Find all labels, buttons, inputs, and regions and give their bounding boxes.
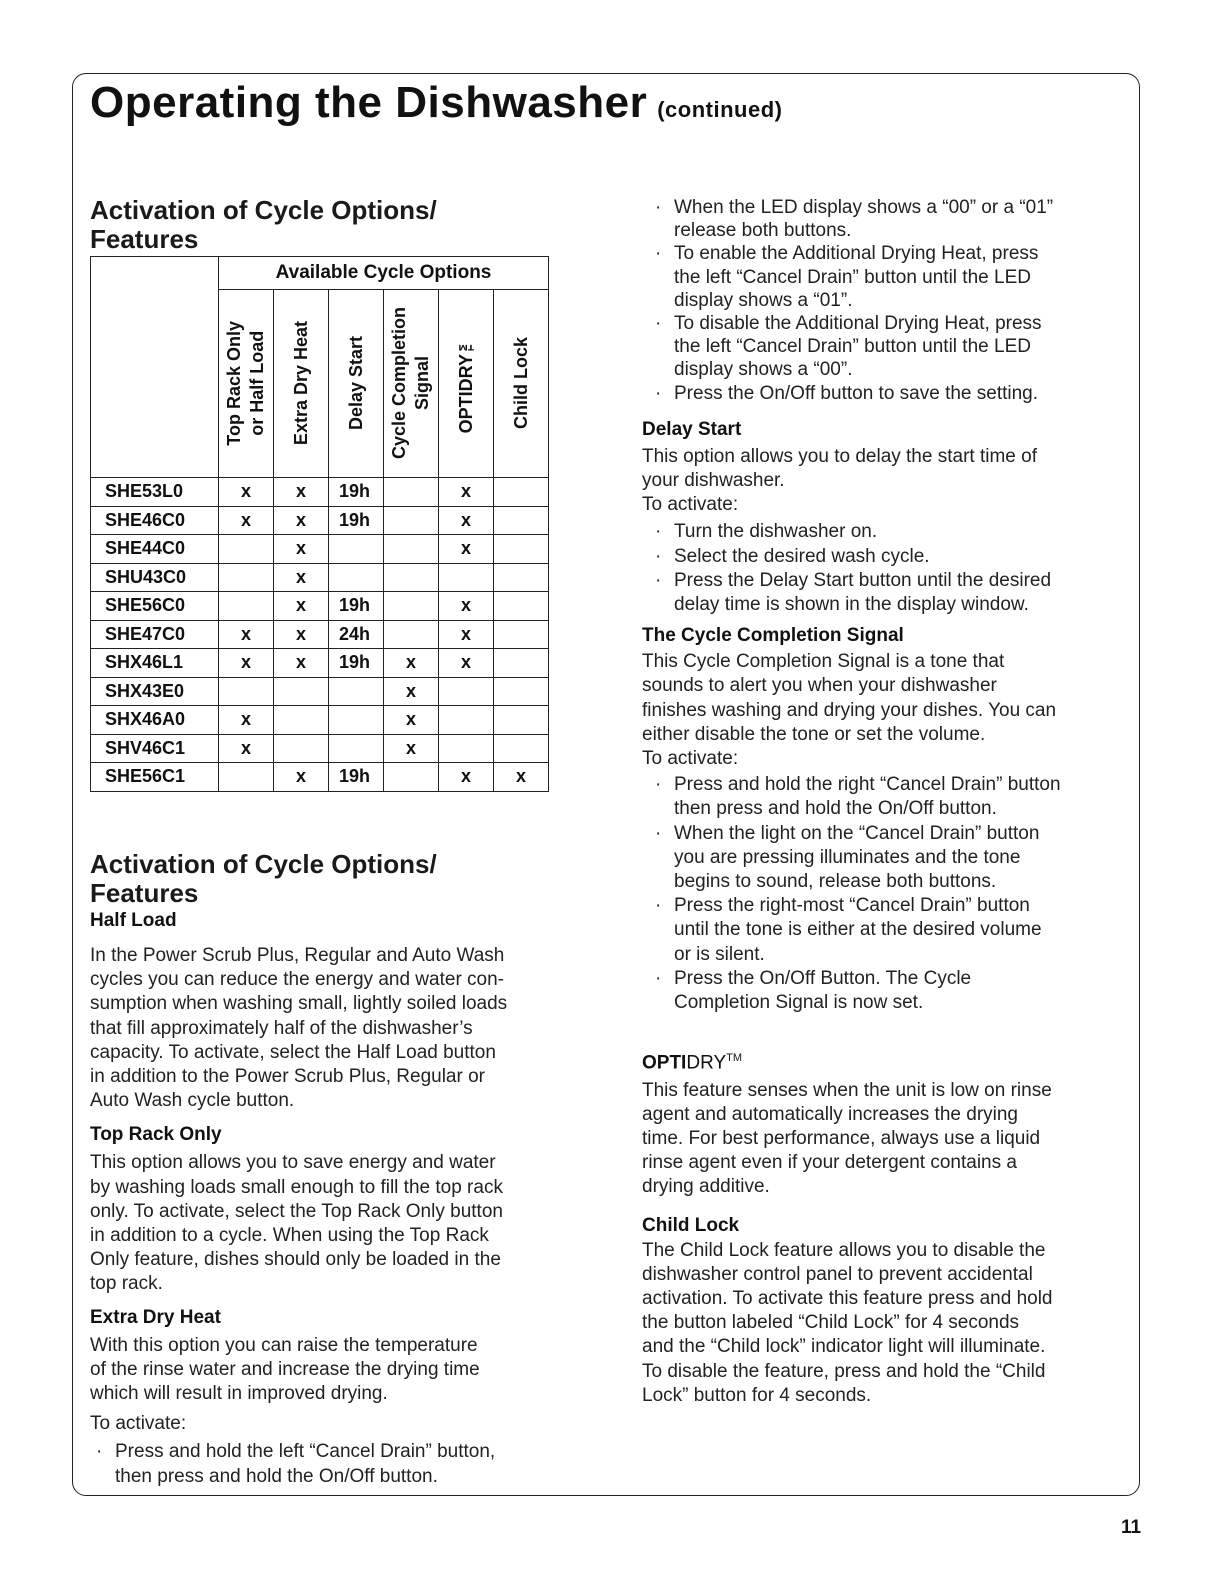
option-cell [384, 592, 439, 621]
option-cell: x [384, 734, 439, 763]
option-cell [494, 563, 549, 592]
option-cell: x [274, 592, 329, 621]
option-cell [329, 734, 384, 763]
option-cell [329, 706, 384, 735]
text-line: With this option you can raise the temperature [90, 1334, 478, 1356]
bullet-item: · Press and hold the left “Cancel Drain” button, then press and hold the On/Off button. [78, 1440, 590, 1488]
option-cell: x [274, 649, 329, 678]
text-line: that fill approximately half of the dishwasher’s [90, 1017, 473, 1039]
top-rack-title: Top Rack Only [90, 1124, 222, 1146]
bullet-item: · Press the right-most “Cancel Drain” button until the tone is either at the desired volume or is silent. [637, 894, 1132, 967]
optidry-title [642, 1046, 1132, 1075]
text-line: sumption when washing small, lightly soiled loads [90, 993, 508, 1015]
column-header-label: Extra Dry Heat [290, 321, 311, 446]
option-cell: x [274, 620, 329, 649]
text-line: which will result in improved drying. [90, 1383, 388, 1405]
option-cell: x [439, 478, 494, 507]
optidry-tm: TM [726, 1052, 743, 1065]
bullet-item: · Press and hold the right “Cancel Drain” button then press and hold the On/Off button. [637, 773, 1132, 821]
text-line: Lock” button for 4 seconds. [642, 1384, 872, 1406]
optidry-title-rest: DRY [686, 1052, 727, 1074]
group-header: Available Cycle Options [219, 257, 549, 290]
option-cell: x [219, 734, 274, 763]
text-line: the button labeled “Child Lock” for 4 seconds [642, 1312, 1020, 1334]
bullet-item: · Select the desired wash cycle. [637, 545, 1132, 569]
text-line: activation. To activate this feature press and hold [642, 1288, 1053, 1310]
text-line: of the rinse water and increase the drying time [90, 1358, 480, 1380]
text-line: in addition to a cycle. When using the Top Rack [90, 1225, 489, 1247]
model-cell: SHE46C0 [91, 506, 219, 535]
option-cell [219, 592, 274, 621]
option-cell: x [274, 563, 329, 592]
table-row [91, 763, 549, 792]
option-cell: x [439, 535, 494, 564]
option-cell [494, 478, 549, 507]
page-number: 11 [1121, 1517, 1142, 1538]
option-cell [384, 478, 439, 507]
option-cell: 19h [329, 649, 384, 678]
text-line: drying additive. [642, 1176, 770, 1198]
option-cell: x [439, 620, 494, 649]
text-line: This option allows you to save energy and water [90, 1152, 496, 1174]
option-cell: x [219, 649, 274, 678]
drying-heat-bullets [637, 196, 1132, 405]
column-header [329, 290, 384, 478]
column-header [494, 290, 549, 478]
option-cell: x [439, 649, 494, 678]
text-line: This Cycle Completion Signal is a tone that [642, 651, 1005, 673]
option-cell: x [384, 677, 439, 706]
option-cell [219, 563, 274, 592]
model-cell: SHE53L0 [91, 478, 219, 507]
extra-dry-bullets [78, 1440, 590, 1488]
column-header [384, 290, 439, 478]
option-cell [329, 677, 384, 706]
cycle-signal-bullets [637, 773, 1132, 1015]
table-row [91, 535, 549, 564]
column-header-label: Delay Start [345, 336, 366, 431]
option-cell: x [439, 592, 494, 621]
page-title [90, 78, 783, 128]
text-line: and the “Child lock” indicator light will illuminate. [642, 1336, 1046, 1358]
bullet-item: · Press the On/Off Button. The Cycle Completion Signal is now set. [637, 967, 1132, 1015]
option-cell [439, 706, 494, 735]
option-cell [384, 620, 439, 649]
right-column [642, 196, 1132, 1408]
child-lock-text [642, 1239, 1132, 1408]
option-cell: x [439, 506, 494, 535]
option-cell [329, 535, 384, 564]
option-cell [494, 706, 549, 735]
option-cell: 24h [329, 620, 384, 649]
model-cell: SHX46A0 [91, 706, 219, 735]
option-cell [274, 677, 329, 706]
model-cell: SHE44C0 [91, 535, 219, 564]
option-cell [494, 734, 549, 763]
text-line: In the Power Scrub Plus, Regular and Auto Wash [90, 945, 505, 966]
left-column [90, 850, 590, 1489]
bullet-item: · When the light on the “Cancel Drain” button you are pressing illuminates and the tone begins to sound, release both buttons. [637, 822, 1132, 895]
model-cell: SHV46C1 [91, 734, 219, 763]
column-header-label: Cycle Completion Signal [389, 307, 432, 460]
table-row [91, 563, 549, 592]
text-line: agent and automatically increases the drying [642, 1103, 1019, 1125]
option-cell: 19h [329, 592, 384, 621]
bullet-item: · Press the Delay Start button until the desired delay time is shown in the display window. [637, 569, 1132, 617]
column-header [274, 290, 329, 478]
text-line: either disable the tone or set the volume. [642, 723, 986, 745]
text-line: To activate: [642, 748, 739, 770]
model-cell: SHX43E0 [91, 677, 219, 706]
text-line: by washing loads small enough to fill the top rack [90, 1176, 503, 1198]
left-heading-line2: Features [90, 878, 199, 908]
table-row [91, 506, 549, 535]
text-line: Only feature, dishes should only be loaded in the [90, 1249, 501, 1271]
option-cell: x [384, 706, 439, 735]
text-line: cycles you can reduce the energy and water con- [90, 969, 505, 991]
text-line: capacity. To activate, select the Half Load button [90, 1041, 496, 1063]
model-cell: SHU43C0 [91, 563, 219, 592]
option-cell: 19h [329, 763, 384, 792]
option-cell [219, 763, 274, 792]
column-header [439, 290, 494, 478]
option-cell [439, 734, 494, 763]
option-cell: x [219, 506, 274, 535]
option-cell [439, 677, 494, 706]
option-cell: x [274, 535, 329, 564]
option-cell: x [219, 706, 274, 735]
bullet-item: · Turn the dishwasher on. [637, 520, 1132, 544]
text-line: To activate: [642, 494, 739, 516]
option-cell: 19h [329, 478, 384, 507]
option-cell: 19h [329, 506, 384, 535]
extra-dry-to-activate: To activate: [90, 1413, 187, 1435]
table-section-heading [90, 196, 437, 254]
table-row [91, 706, 549, 735]
extra-dry-text [90, 1334, 590, 1407]
extra-dry-title: Extra Dry Heat [90, 1306, 221, 1328]
model-cell: SHE47C0 [91, 620, 219, 649]
model-cell: SHE56C1 [91, 763, 219, 792]
model-cell: SHX46L1 [91, 649, 219, 678]
option-cell [219, 535, 274, 564]
table-row [91, 734, 549, 763]
option-cell: x [219, 478, 274, 507]
table-row [91, 592, 549, 621]
cycle-signal-text [642, 650, 1132, 771]
option-cell [494, 620, 549, 649]
text-line: This feature senses when the unit is low on rinse [642, 1079, 1052, 1101]
text-line: dishwasher control panel to prevent accidental [642, 1263, 1033, 1285]
option-cell: x [494, 763, 549, 792]
text-line: your dishwasher. [642, 470, 785, 492]
option-cell [494, 506, 549, 535]
optidry-title-bold: OPTI [642, 1052, 687, 1074]
table-row [91, 620, 549, 649]
column-header-label: Child Lock [510, 337, 531, 430]
column-header-label: OPTIDRY™ [455, 333, 476, 434]
table-heading-line2: Features [90, 224, 199, 254]
column-header-label: Top Rack Only or Half Load [224, 321, 267, 446]
option-cell [494, 649, 549, 678]
option-cell [274, 706, 329, 735]
option-cell [384, 763, 439, 792]
left-heading-line1: Activation of Cycle Options/ [90, 849, 437, 879]
model-cell: SHE56C0 [91, 592, 219, 621]
text-line: finishes washing and drying your dishes. You can [642, 699, 1057, 721]
table-row [91, 677, 549, 706]
bullet-item: · To enable the Additional Drying Heat, press the left “Cancel Drain” button until the LED display shows a “01”. [637, 242, 1132, 312]
delay-start-bullets [637, 520, 1132, 617]
option-cell [274, 734, 329, 763]
text-line: This option allows you to delay the start time of [642, 445, 1037, 467]
cycle-signal-title: The Cycle Completion Signal [642, 625, 904, 647]
optidry-text [642, 1079, 1132, 1200]
bullet-item: · Press the On/Off button to save the setting. [637, 382, 1132, 405]
bullet-item: · When the LED display shows a “00” or a “01” release both buttons. [637, 196, 1132, 242]
child-lock-title: Child Lock [642, 1214, 740, 1236]
option-cell [384, 506, 439, 535]
page-title-text: Operating the Dishwasher [90, 78, 648, 127]
text-line: time. For best performance, always use a liquid [642, 1128, 1041, 1150]
table-row [91, 478, 549, 507]
option-cell: x [439, 763, 494, 792]
option-cell: x [274, 478, 329, 507]
table-heading-line1: Activation of Cycle Options/ [90, 195, 437, 225]
option-cell [439, 563, 494, 592]
text-line: The Child Lock feature allows you to disable the [642, 1239, 1046, 1261]
table-row [91, 649, 549, 678]
option-cell [384, 563, 439, 592]
option-cell [494, 592, 549, 621]
delay-start-title: Delay Start [642, 418, 742, 440]
option-cell: x [274, 506, 329, 535]
delay-start-text [642, 445, 1132, 518]
text-line: Auto Wash cycle button. [90, 1090, 295, 1112]
cycle-options-table [90, 256, 549, 792]
table-corner-cell [91, 257, 219, 478]
text-line: To disable the feature, press and hold the “Child [642, 1360, 1046, 1382]
text-line: in addition to the Power Scrub Plus, Regular or [90, 1066, 485, 1088]
half-load-text [90, 944, 590, 1113]
half-load-title: Half Load [90, 910, 177, 931]
option-cell: x [274, 763, 329, 792]
option-cell [494, 535, 549, 564]
option-cell [494, 677, 549, 706]
option-cell [329, 563, 384, 592]
page-title-suffix: (continued) [657, 97, 783, 122]
text-line: top rack. [90, 1273, 163, 1295]
column-header [219, 290, 274, 478]
option-cell [219, 677, 274, 706]
top-rack-text [90, 1151, 590, 1296]
left-section-heading [90, 850, 590, 908]
text-line: rinse agent even if your detergent contains a [642, 1152, 1017, 1174]
option-cell [384, 535, 439, 564]
text-line: sounds to alert you when your dishwasher [642, 675, 997, 697]
bullet-item: · To disable the Additional Drying Heat, press the left “Cancel Drain” button until the LED display shows a “00”. [637, 312, 1132, 382]
text-line: only. To activate, select the Top Rack Only button [90, 1200, 503, 1222]
option-cell: x [384, 649, 439, 678]
option-cell: x [219, 620, 274, 649]
